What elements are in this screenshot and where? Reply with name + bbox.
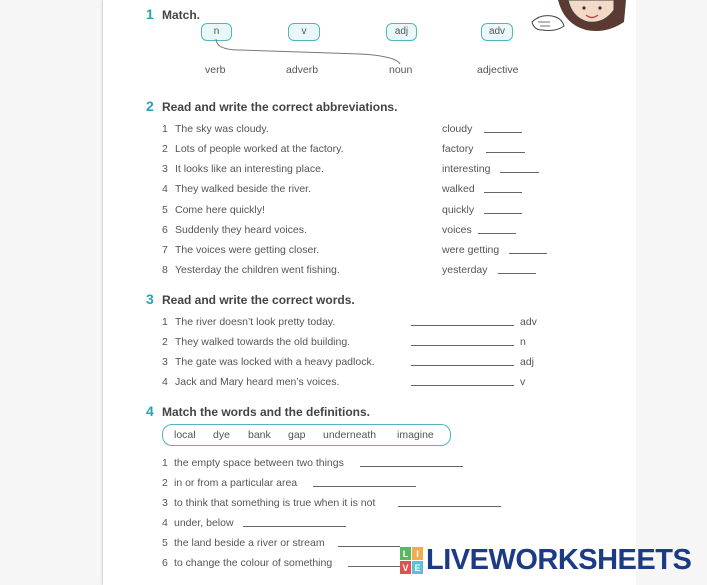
section-4-definition: the empty space between two things (174, 457, 344, 469)
pill-n[interactable]: n (201, 23, 232, 41)
section-2-word: factory (442, 143, 474, 155)
word-bank-item[interactable]: gap (288, 429, 306, 441)
section-3-sentence: They walked towards the old building. (175, 336, 351, 348)
section-2-number: 2 (146, 98, 154, 114)
svg-text:I: I (416, 549, 419, 559)
svg-text:E: E (414, 563, 421, 573)
answer-blank[interactable] (509, 244, 547, 254)
section-3-item-number: 2 (162, 336, 168, 348)
section-2-item-number: 2 (162, 143, 168, 155)
svg-text:V: V (402, 563, 409, 573)
section-4-item-number: 1 (162, 457, 168, 469)
answer-blank[interactable] (398, 497, 501, 507)
section-3-abbr: n (520, 336, 526, 348)
section-3-abbr: adj (520, 356, 535, 368)
section-2-sentence: Suddenly they heard voices. (175, 224, 307, 236)
section-4-heading: Match the words and the definitions. (162, 405, 371, 419)
section-2-word: voices (442, 224, 472, 236)
section-3-sentence: The river doesn’t look pretty today. (175, 316, 336, 328)
section-4-item-number: 5 (162, 537, 168, 549)
section-3-number: 3 (146, 291, 154, 307)
answer-blank[interactable] (411, 336, 514, 346)
right-margin (636, 0, 707, 585)
word-bank-item[interactable]: dye (213, 429, 230, 441)
section-2-sentence: They walked beside the river. (175, 183, 311, 195)
answer-blank[interactable] (338, 537, 400, 547)
section-2-word: yesterday (442, 264, 488, 276)
liveworksheets-logo-icon (400, 547, 424, 575)
section-3-sentence: Jack and Mary heard men’s voices. (175, 376, 340, 388)
answer-blank[interactable] (478, 224, 516, 234)
pill-adv[interactable]: adv (481, 23, 513, 41)
section-3-abbr: adv (520, 316, 537, 328)
watermark-text[interactable]: LIVEWORKSHEETS (426, 544, 692, 576)
section-2-sentence: Lots of people worked at the factory. (175, 143, 344, 155)
answer-blank[interactable] (484, 204, 522, 214)
section-4-definition: to think that something is true when it is not (174, 497, 376, 509)
answer-blank[interactable] (411, 376, 514, 386)
answer-blank[interactable] (360, 457, 463, 467)
section-2-sentence: The sky was cloudy. (175, 123, 269, 135)
section-4-item-number: 3 (162, 497, 168, 509)
section-2-item-number: 5 (162, 204, 168, 216)
word-bank-item[interactable]: imagine (397, 429, 434, 441)
section-3-item-number: 1 (162, 316, 168, 328)
section-2-word: quickly (442, 204, 475, 216)
answer-blank[interactable] (411, 316, 514, 326)
section-2-word: cloudy (442, 123, 473, 135)
section-3-abbr: v (520, 376, 526, 388)
answer-blank[interactable] (500, 163, 539, 173)
word-noun[interactable]: noun (389, 64, 413, 76)
answer-blank[interactable] (348, 557, 400, 567)
answer-blank[interactable] (484, 183, 522, 193)
section-2-word: walked (442, 183, 475, 195)
answer-blank[interactable] (411, 356, 514, 366)
section-3-heading: Read and write the correct words. (162, 293, 355, 307)
section-2-item-number: 1 (162, 123, 168, 135)
answer-blank[interactable] (243, 517, 346, 527)
section-3-sentence: The gate was locked with a heavy padlock. (175, 356, 375, 368)
section-2-item-number: 8 (162, 264, 168, 276)
word-bank-item[interactable]: local (174, 429, 196, 441)
section-2-item-number: 4 (162, 183, 168, 195)
section-2-sentence: Come here quickly! (175, 204, 265, 216)
left-margin (0, 0, 103, 585)
section-2-item-number: 7 (162, 244, 168, 256)
girl-illustration (528, 0, 630, 42)
section-1-number: 1 (146, 6, 154, 22)
section-3-item-number: 4 (162, 376, 168, 388)
word-adverb[interactable]: adverb (286, 64, 319, 76)
section-4-definition: in or from a particular area (174, 477, 298, 489)
section-4-definition: under, below (174, 517, 234, 529)
section-2-heading: Read and write the correct abbreviations. (162, 100, 398, 114)
section-4-definition: to change the colour of something (174, 557, 333, 569)
word-adjective[interactable]: adjective (477, 64, 519, 76)
answer-blank[interactable] (484, 123, 522, 133)
word-bank (162, 424, 451, 446)
section-1-heading: Match. (162, 8, 201, 22)
pill-adj[interactable]: adj (386, 23, 417, 41)
section-2-item-number: 3 (162, 163, 168, 175)
answer-blank[interactable] (313, 477, 416, 487)
answer-blank[interactable] (486, 143, 525, 153)
section-2-item-number: 6 (162, 224, 168, 236)
pill-v[interactable]: v (288, 23, 320, 41)
section-2-word: interesting (442, 163, 491, 175)
word-bank-item[interactable]: bank (248, 429, 271, 441)
section-4-item-number: 6 (162, 557, 168, 569)
section-2-sentence: Yesterday the children went fishing. (175, 264, 340, 276)
section-4-item-number: 2 (162, 477, 168, 489)
answer-blank[interactable] (498, 264, 536, 274)
section-3-item-number: 3 (162, 356, 168, 368)
section-2-word: were getting (442, 244, 500, 256)
section-4-number: 4 (146, 403, 154, 419)
section-4-definition: the land beside a river or stream (174, 537, 325, 549)
word-verb[interactable]: verb (205, 64, 226, 76)
section-4-item-number: 4 (162, 517, 168, 529)
section-2-sentence: The voices were getting closer. (175, 244, 320, 256)
section-2-sentence: It looks like an interesting place. (175, 163, 324, 175)
word-bank-item[interactable]: underneath (323, 429, 377, 441)
svg-text:L: L (402, 549, 409, 559)
